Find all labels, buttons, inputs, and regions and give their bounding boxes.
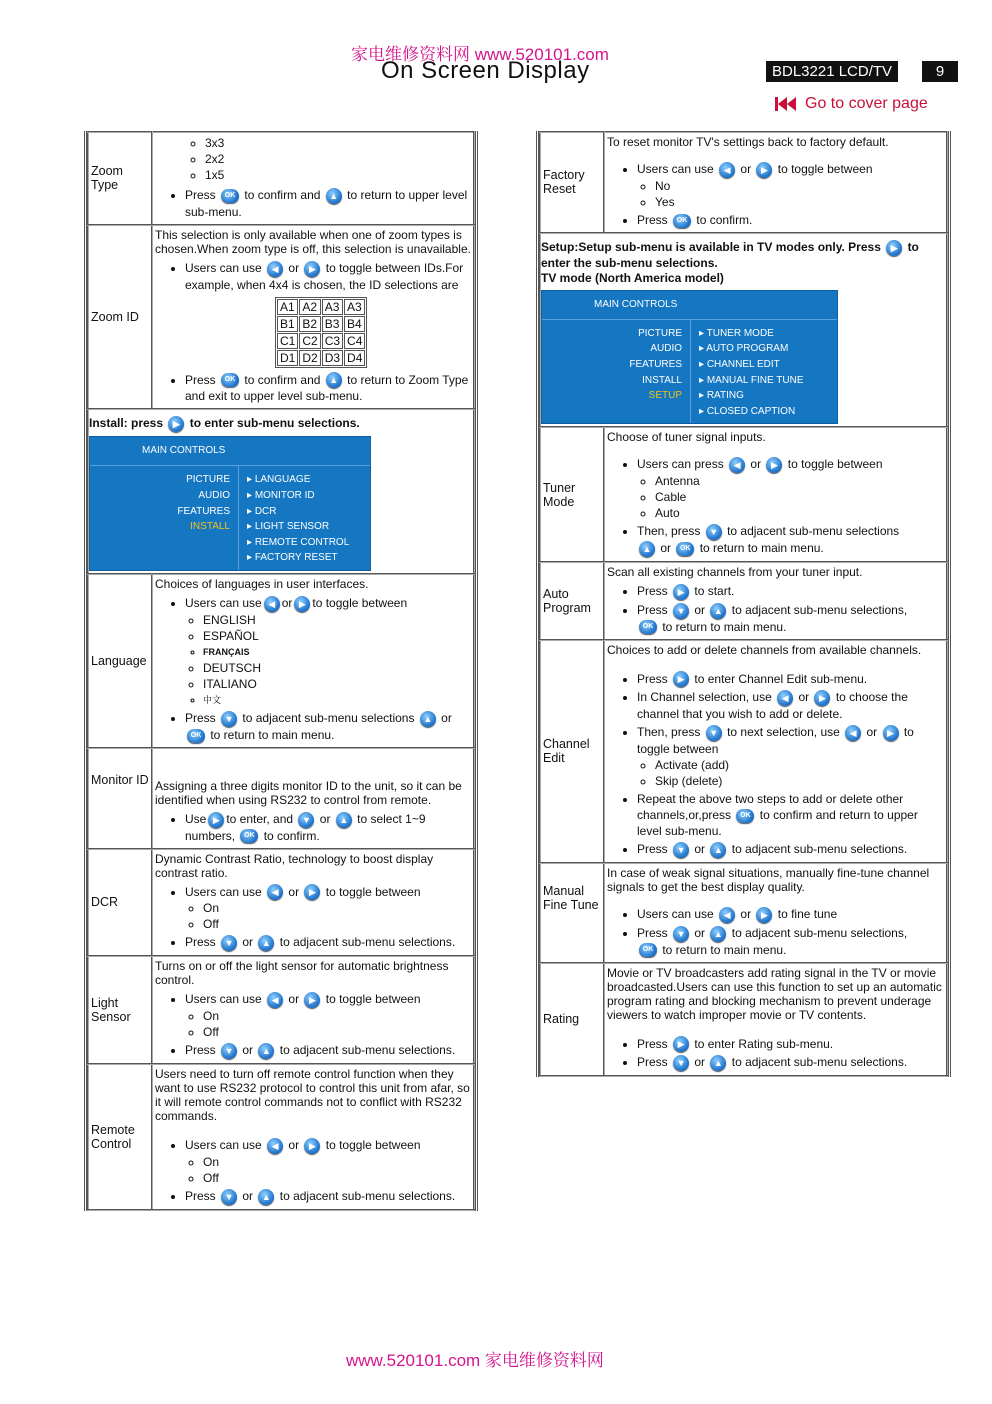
list-item: • Use ▶ to enter, and ▼ or ▲ to select 1~9 numbers, OK to confirm. xyxy=(185,811,471,844)
list-item: • Press OK to confirm and ▲ to return to Zoom Type and exit to upper level sub-menu. xyxy=(185,372,471,405)
list-item: • Press ▼ or ▲ to adjacent sub-menu selections. xyxy=(185,1188,471,1205)
list-item: • Press ▼ or ▲ to adjacent sub-menu selections. xyxy=(185,934,471,951)
desc-channel-edit: Choices to add or delete channels from available channels. xyxy=(607,642,922,657)
ok-icon: OK xyxy=(676,542,694,556)
row-zoom-id xyxy=(88,225,474,410)
right-column xyxy=(536,131,951,1077)
menu-item-selected: INSTALL xyxy=(190,521,230,533)
watermark-bottom: www.520101.com 家电维修资料网 xyxy=(346,1351,604,1370)
label-dcr: DCR xyxy=(88,849,152,957)
right-arrow-icon: ▶ xyxy=(886,240,902,256)
up-arrow-icon: ▲ xyxy=(326,188,342,204)
menu-item: INSTALL xyxy=(642,374,682,386)
watermark-top: 家电维修资料网 www.520101.com xyxy=(351,45,609,64)
list-item: ◦ 2x2 xyxy=(205,151,471,167)
row-factory-reset xyxy=(540,132,947,233)
label-zoom-id: Zoom ID xyxy=(88,225,152,410)
desc-factory-reset: To reset monitor TV's settings back to factory default. xyxy=(607,135,889,149)
list-item: • Users can use ◀ or ▶ to toggle between ◦ ENGLISH ◦ ESPAÑOL ◦ FRANÇAIS ◦ DEUTSCH ◦ ITALIANO ◦ 中文 xyxy=(185,595,471,708)
list-item: • Users can use ◀ or ▶ to toggle between ◦ On ◦ Off xyxy=(185,884,471,933)
left-arrow-icon: ◀ xyxy=(729,457,745,473)
up-arrow-icon: ▲ xyxy=(710,926,726,942)
up-arrow-icon: ▲ xyxy=(258,935,274,951)
cover-link[interactable] xyxy=(775,95,928,113)
ok-icon: OK xyxy=(736,809,754,823)
menu-title: MAIN CONTROLS xyxy=(542,291,837,320)
setup-header: Setup:Setup sub-menu is available in TV modes only. Press ▶ to enter the sub-menu selections. TV mode (North America model) xyxy=(541,240,919,285)
model-badge: BDL3221 LCD/TV xyxy=(766,61,898,82)
desc-remote-control: Users need to turn off remote control function when they want to use RS232 protocol to control this unit from afar, so it will remote control commands not to conflict with RS232 commands. xyxy=(155,1066,470,1123)
left-arrow-icon: ◀ xyxy=(264,596,280,612)
menu-item: FEATURES xyxy=(177,505,230,517)
up-arrow-icon: ▲ xyxy=(420,711,436,727)
cover-link-label: Go to cover page xyxy=(805,95,928,112)
menu-item: AUDIO xyxy=(650,343,682,355)
list-item: • Then, press ▼ to adjacent sub-menu selections ▲ or OK to return to main menu. xyxy=(637,523,944,557)
down-arrow-icon: ▼ xyxy=(673,603,689,619)
up-arrow-icon: ▲ xyxy=(326,372,342,388)
right-arrow-icon: ▶ xyxy=(304,1138,320,1154)
label-auto-program: Auto Program xyxy=(540,562,604,640)
up-arrow-icon: ▲ xyxy=(710,603,726,619)
row-install xyxy=(88,409,474,574)
menu-item-selected: SETUP xyxy=(648,390,682,402)
down-arrow-icon: ▼ xyxy=(221,711,237,727)
page-title: On Screen Display xyxy=(381,57,590,84)
list-item: • Press ▶ to enter Rating sub-menu. xyxy=(637,1036,944,1053)
left-arrow-icon: ◀ xyxy=(267,1138,283,1154)
list-item: • Press ▼ or ▲ to adjacent sub-menu selections, OK to return to main menu. xyxy=(637,925,944,958)
list-item: • Users can use ◀ or ▶ to toggle between IDs.For example, when 4x4 is chosen, the ID selections are xyxy=(185,260,471,293)
right-arrow-icon: ▶ xyxy=(294,596,310,612)
right-arrow-icon: ▶ xyxy=(208,812,224,828)
label-light-sensor: Light Sensor xyxy=(88,956,152,1064)
label-manual-fine-tune: Manual Fine Tune xyxy=(540,863,604,963)
desc-rating: Movie or TV broadcasters add rating signal in the TV or movie broadcasted.Users can use this function to set up an automatic program rating and blocking mechanism to prevent underage viewers to watch improper movie or TV contents. xyxy=(607,965,942,1022)
list-item: • Users can use ◀ or ▶ to toggle between ◦ On ◦ Off xyxy=(185,1137,471,1186)
row-monitor-id xyxy=(88,748,474,849)
list-item: ◦ 1x5 xyxy=(205,167,471,183)
label-remote-control: Remote Control xyxy=(88,1064,152,1210)
list-item: • Users can use ◀ or ▶ to toggle between ◦ On ◦ Off xyxy=(185,991,471,1040)
list-item: • Users can use ◀ or ▶ to fine tune xyxy=(637,906,944,923)
label-tuner-mode: Tuner Mode xyxy=(540,427,604,561)
left-arrow-icon: ◀ xyxy=(777,690,793,706)
up-arrow-icon: ▲ xyxy=(336,812,352,828)
list-item: • Press ▼ or ▲ to adjacent sub-menu selections. xyxy=(185,1042,471,1059)
down-arrow-icon: ▼ xyxy=(706,524,722,540)
desc-dcr: Dynamic Contrast Ratio, technology to boost display contrast ratio. xyxy=(155,851,434,880)
right-arrow-icon: ▶ xyxy=(304,884,320,900)
menu-title: MAIN CONTROLS xyxy=(90,437,370,466)
label-channel-edit: Channel Edit xyxy=(540,640,604,863)
install-menu: MAIN CONTROLS PICTURE AUDIO FEATURES INSTALL ▸ LANGUAGE ▸ MONITOR ID ▸ DCR ▸ LIGHT SENSOR ▸ REMOTE CONTROL ▸ FACTORY RESET xyxy=(89,436,371,571)
list-item: • Press OK to confirm. xyxy=(637,212,944,228)
list-item: • Users can use ◀ or ▶ to toggle between ◦ No ◦ Yes xyxy=(637,161,944,210)
row-remote-control xyxy=(88,1064,474,1210)
menu-item: FEATURES xyxy=(629,359,682,371)
list-item: • Press ▼ or ▲ to adjacent sub-menu selections. xyxy=(637,841,944,858)
id-grid: A1 A2 A3 A3 B1 B2 B3 B4 C1 C2 C3 C4 D1 D2 D3 D4 xyxy=(275,297,367,368)
label-zoom-type: Zoom Type xyxy=(88,132,152,225)
up-arrow-icon: ▲ xyxy=(639,541,655,557)
list-item: • Press ▶ to enter Channel Edit sub-menu. xyxy=(637,671,944,688)
list-item: • In Channel selection, use ◀ or ▶ to choose the channel that you wish to add or delete. xyxy=(637,689,944,722)
row-auto-program xyxy=(540,562,947,640)
install-header: Install: press ▶ to enter sub-menu selections. xyxy=(89,416,360,431)
desc-light-sensor: Turns on or off the light sensor for automatic brightness control. xyxy=(155,959,449,988)
up-arrow-icon: ▲ xyxy=(258,1189,274,1205)
label-language: Language xyxy=(88,574,152,748)
desc-auto-program: Scan all existing channels from your tuner input. xyxy=(607,564,863,579)
up-arrow-icon: ▲ xyxy=(258,1043,274,1059)
list-item: • Press ▼ or ▲ to adjacent sub-menu selections. xyxy=(637,1054,944,1071)
row-dcr xyxy=(88,849,474,957)
down-arrow-icon: ▼ xyxy=(673,1055,689,1071)
setup-menu: MAIN CONTROLS PICTURE AUDIO FEATURES INSTALL SETUP ▸ TUNER MODE ▸ AUTO PROGRAM ▸ CHANNEL EDIT ▸ MANUAL FINE TUNE ▸ RATING ▸ CLOSED CAPTION xyxy=(541,290,838,425)
ok-icon: OK xyxy=(221,189,239,203)
ok-icon: OK xyxy=(639,620,657,634)
list-item: • Press ▶ to start. xyxy=(637,583,944,600)
list-item: • Then, press ▼ to next selection, use ◀ or ▶ to toggle between ◦ Activate (add) ◦ Skip (delete) xyxy=(637,724,944,789)
label-rating: Rating xyxy=(540,963,604,1077)
menu-item: PICTURE xyxy=(638,327,682,339)
right-arrow-icon: ▶ xyxy=(883,725,899,741)
row-setup xyxy=(540,233,947,428)
left-arrow-icon: ◀ xyxy=(845,725,861,741)
row-tuner-mode xyxy=(540,427,947,561)
ok-icon: OK xyxy=(639,943,657,957)
right-arrow-icon: ▶ xyxy=(756,907,772,923)
label-monitor-id: Monitor ID xyxy=(88,748,152,849)
row-light-sensor xyxy=(88,956,474,1064)
skip-back-icon xyxy=(775,97,797,111)
left-column xyxy=(84,131,478,1211)
row-language xyxy=(88,574,474,748)
desc-monitor-id: Assigning a three digits monitor ID to the unit, so it can be identified when using RS232 to control from remote. xyxy=(155,778,462,807)
right-arrow-icon: ▶ xyxy=(304,992,320,1008)
row-channel-edit xyxy=(540,640,947,863)
down-arrow-icon: ▼ xyxy=(221,1189,237,1205)
right-arrow-icon: ▶ xyxy=(673,671,689,687)
down-arrow-icon: ▼ xyxy=(673,926,689,942)
down-arrow-icon: ▼ xyxy=(221,935,237,951)
list-item: • Press ▼ to adjacent sub-menu selections ▲ or OK to return to main menu. xyxy=(185,710,471,743)
right-arrow-icon: ▶ xyxy=(673,1036,689,1052)
list-item: ◦ 3x3 xyxy=(205,135,471,151)
ok-icon: OK xyxy=(187,729,205,743)
desc-language: Choices of languages in user interfaces. xyxy=(155,577,369,592)
left-arrow-icon: ◀ xyxy=(267,992,283,1008)
list-item: • Press ▼ or ▲ to adjacent sub-menu selections, OK to return to main menu. xyxy=(637,602,944,635)
right-arrow-icon: ▶ xyxy=(756,162,772,178)
right-arrow-icon: ▶ xyxy=(168,416,184,432)
left-arrow-icon: ◀ xyxy=(719,907,735,923)
page-number: 9 xyxy=(922,61,958,82)
right-arrow-icon: ▶ xyxy=(673,584,689,600)
down-arrow-icon: ▼ xyxy=(706,725,722,741)
ok-icon: OK xyxy=(673,214,691,228)
ok-icon: OK xyxy=(240,829,258,843)
list-item: • Repeat the above two steps to add or delete other channels,or,press OK to confirm and return to upper level sub-menu. xyxy=(637,791,944,839)
desc-tuner-mode: Choose of tuner signal inputs. xyxy=(607,430,766,445)
row-rating xyxy=(540,963,947,1077)
right-arrow-icon: ▶ xyxy=(304,261,320,277)
list-item: • Press OK to confirm and ▲ to return to upper level sub-menu. xyxy=(185,187,471,220)
label-factory-reset: Factory Reset xyxy=(540,132,604,233)
left-arrow-icon: ◀ xyxy=(267,884,283,900)
left-arrow-icon: ◀ xyxy=(267,261,283,277)
desc-zoom-id: This selection is only available when one of zoom types is chosen.When zoom type is off, this selection is unavailable. xyxy=(155,227,471,256)
down-arrow-icon: ▼ xyxy=(221,1043,237,1059)
down-arrow-icon: ▼ xyxy=(673,842,689,858)
desc-manual-fine-tune: In case of weak signal situations, manually fine-tune channel signals to get the best display quality. xyxy=(607,865,930,894)
menu-item: AUDIO xyxy=(198,490,230,502)
list-item: • Users can press ◀ or ▶ to toggle between ◦ Antenna ◦ Cable ◦ Auto xyxy=(637,456,944,521)
left-arrow-icon: ◀ xyxy=(719,162,735,178)
up-arrow-icon: ▲ xyxy=(710,842,726,858)
down-arrow-icon: ▼ xyxy=(298,812,314,828)
row-zoom-type xyxy=(88,132,474,225)
right-arrow-icon: ▶ xyxy=(814,690,830,706)
right-arrow-icon: ▶ xyxy=(766,457,782,473)
row-manual-fine-tune xyxy=(540,863,947,963)
ok-icon: OK xyxy=(221,373,239,387)
menu-item: PICTURE xyxy=(186,474,230,486)
up-arrow-icon: ▲ xyxy=(710,1055,726,1071)
